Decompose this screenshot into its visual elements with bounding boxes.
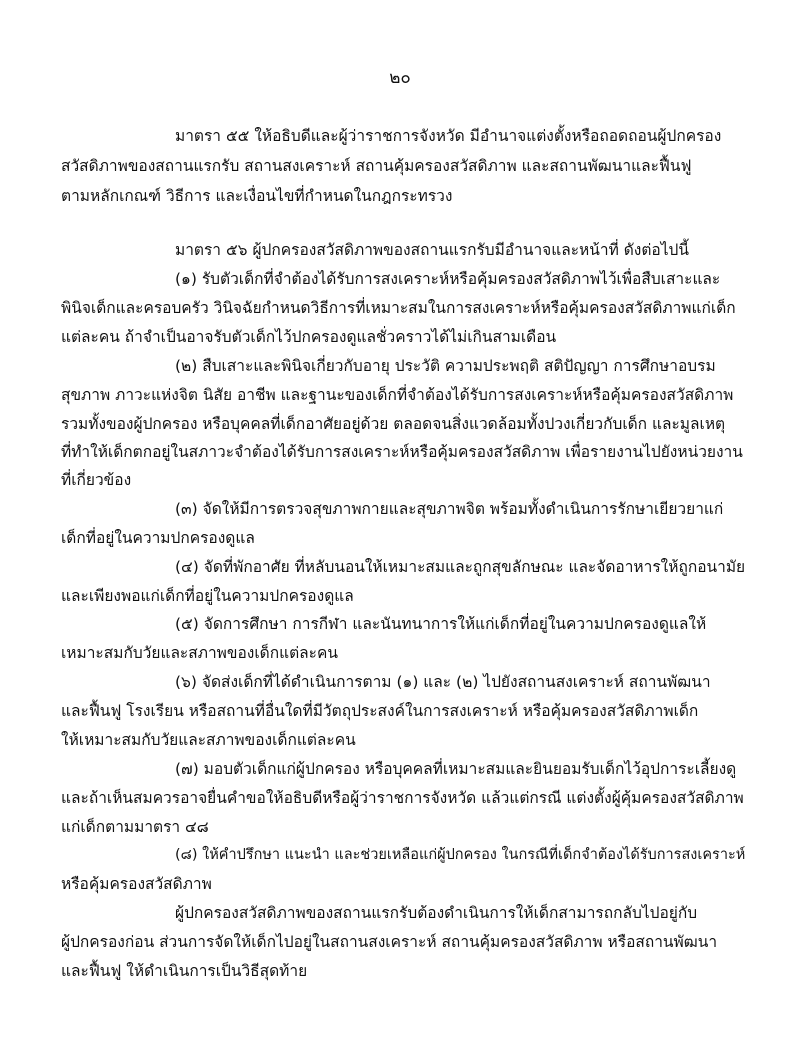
closing-paragraph-line: ผู้ปกครองก่อน ส่วนการจัดให้เด็กไปอยู่ในสถานสงเคราะห์ สถานคุ้มครองสวัสดิภาพ หรือสถานพัฒนา — [61, 933, 718, 951]
clause-1-line: (๑) รับตัวเด็กที่จำต้องได้รับการสงเคราะห์หรือคุ้มครองสวัสดิภาพไว้เพื่อสืบเสาะและ — [175, 270, 721, 288]
section-56-heading-line: มาตรา ๕๖ ผู้ปกครองสวัสดิภาพของสถานแรกรับมีอำนาจและหน้าที่ ดังต่อไปนี้ — [175, 241, 689, 259]
clause-6-line: และฟื้นฟู โรงเรียน หรือสถานที่อื่นใดที่มีวัตถุประสงค์ในการสงเคราะห์ หรือคุ้มครองสวัสดิภาพเด็ก — [61, 702, 699, 720]
clause-6-line: (๖) จัดส่งเด็กที่ได้ดำเนินการตาม (๑) และ (๒) ไปยังสถานสงเคราะห์ สถานพัฒนา — [175, 673, 711, 691]
clause-2-line: ที่ทำให้เด็กตกอยู่ในสภาวะจำต้องได้รับการสงเคราะห์หรือคุ้มครองสวัสดิภาพ เพื่อรายงานไปยังหน่วยงาน — [61, 443, 743, 461]
clause-4-line: และเพียงพอแก่เด็กที่อยู่ในความปกครองดูแล — [61, 587, 354, 605]
section-55-line: ตามหลักเกณฑ์ วิธีการ และเงื่อนไขที่กำหนดในกฎกระทรวง — [61, 187, 453, 205]
clause-1-line: พินิจเด็กและครอบครัว วินิจฉัยกำหนดวิธีการที่เหมาะสมในการสงเคราะห์หรือคุ้มครองสวัสดิภาพแก่เด็ก — [61, 299, 736, 317]
clause-2-line: (๒) สืบเสาะและพินิจเกี่ยวกับอายุ ประวัติ ความประพฤติ สติปัญญา การศึกษาอบรม — [175, 357, 716, 375]
clause-5-line: (๕) จัดการศึกษา การกีฬา และนันทนาการให้แก่เด็กที่อยู่ในความปกครองดูแลให้ — [175, 615, 707, 633]
section-55-heading-line: มาตรา ๕๕ ให้อธิบดีและผู้ว่าราชการจังหวัด มีอำนาจแต่งตั้งหรือถอดถอนผู้ปกครอง — [175, 127, 722, 145]
clause-7-line: แก่เด็กตามมาตรา ๔๘ — [61, 818, 209, 836]
section-55-line: สวัสดิภาพของสถานแรกรับ สถานสงเคราะห์ สถานคุ้มครองสวัสดิภาพ และสถานพัฒนาและฟื้นฟู — [61, 157, 692, 175]
clause-3-line: เด็กที่อยู่ในความปกครองดูแล — [61, 529, 255, 547]
closing-paragraph-line: และฟื้นฟู ให้ดำเนินการเป็นวิธีสุดท้าย — [61, 962, 308, 980]
clause-7-line: (๗) มอบตัวเด็กแก่ผู้ปกครอง หรือบุคคลที่เหมาะสมและยินยอมรับเด็กไว้อุปการะเลี้ยงดู — [175, 760, 737, 778]
clause-2-line: สุขภาพ ภาวะแห่งจิต นิสัย อาชีพ และฐานะของเด็กที่จำต้องได้รับการสงเคราะห์หรือคุ้มครองสวัสดิภาพ — [61, 386, 734, 404]
clause-7-line: และถ้าเห็นสมควรอาจยื่นคำขอให้อธิบดีหรือผู้ว่าราชการจังหวัด แล้วแต่กรณี แต่งตั้งผู้คุ้มครองสวัสดิภาพ — [61, 789, 744, 807]
clause-8-line: หรือคุ้มครองสวัสดิภาพ — [61, 875, 212, 893]
clause-6-line: ให้เหมาะสมกับวัยและสภาพของเด็กแต่ละคน — [61, 731, 356, 749]
clause-8-line: (๘) ให้คำปรึกษา แนะนำ และช่วยเหลือแก่ผู้ปกครอง ในกรณีที่เด็กจำต้องได้รับการสงเคราะห์ — [175, 847, 746, 863]
clause-1-line: แต่ละคน ถ้าจำเป็นอาจรับตัวเด็กไว้ปกครองดูแลชั่วคราวได้ไม่เกินสามเดือน — [61, 328, 557, 346]
clause-4-line: (๔) จัดที่พักอาศัย ที่หลับนอนให้เหมาะสมและถูกสุขลักษณะ และจัดอาหารให้ถูกอนามัย — [175, 558, 746, 576]
clause-2-line: รวมทั้งของผู้ปกครอง หรือบุคคลที่เด็กอาศัยอยู่ด้วย ตลอดจนสิ่งแวดล้อมทั้งปวงเกี่ยวกับเด็ก และมูลเหตุ — [61, 415, 726, 433]
page-number: ๒๐ — [389, 68, 411, 88]
clause-2-line: ที่เกี่ยวข้อง — [61, 471, 132, 489]
clause-3-line: (๓) จัดให้มีการตรวจสุขภาพกายและสุขภาพจิต พร้อมทั้งดำเนินการรักษาเยียวยาแก่ — [175, 500, 724, 518]
clause-5-line: เหมาะสมกับวัยและสภาพของเด็กแต่ละคน — [61, 644, 338, 662]
closing-paragraph-line: ผู้ปกครองสวัสดิภาพของสถานแรกรับต้องดำเนินการให้เด็กสามารถกลับไปอยู่กับ — [175, 904, 698, 922]
